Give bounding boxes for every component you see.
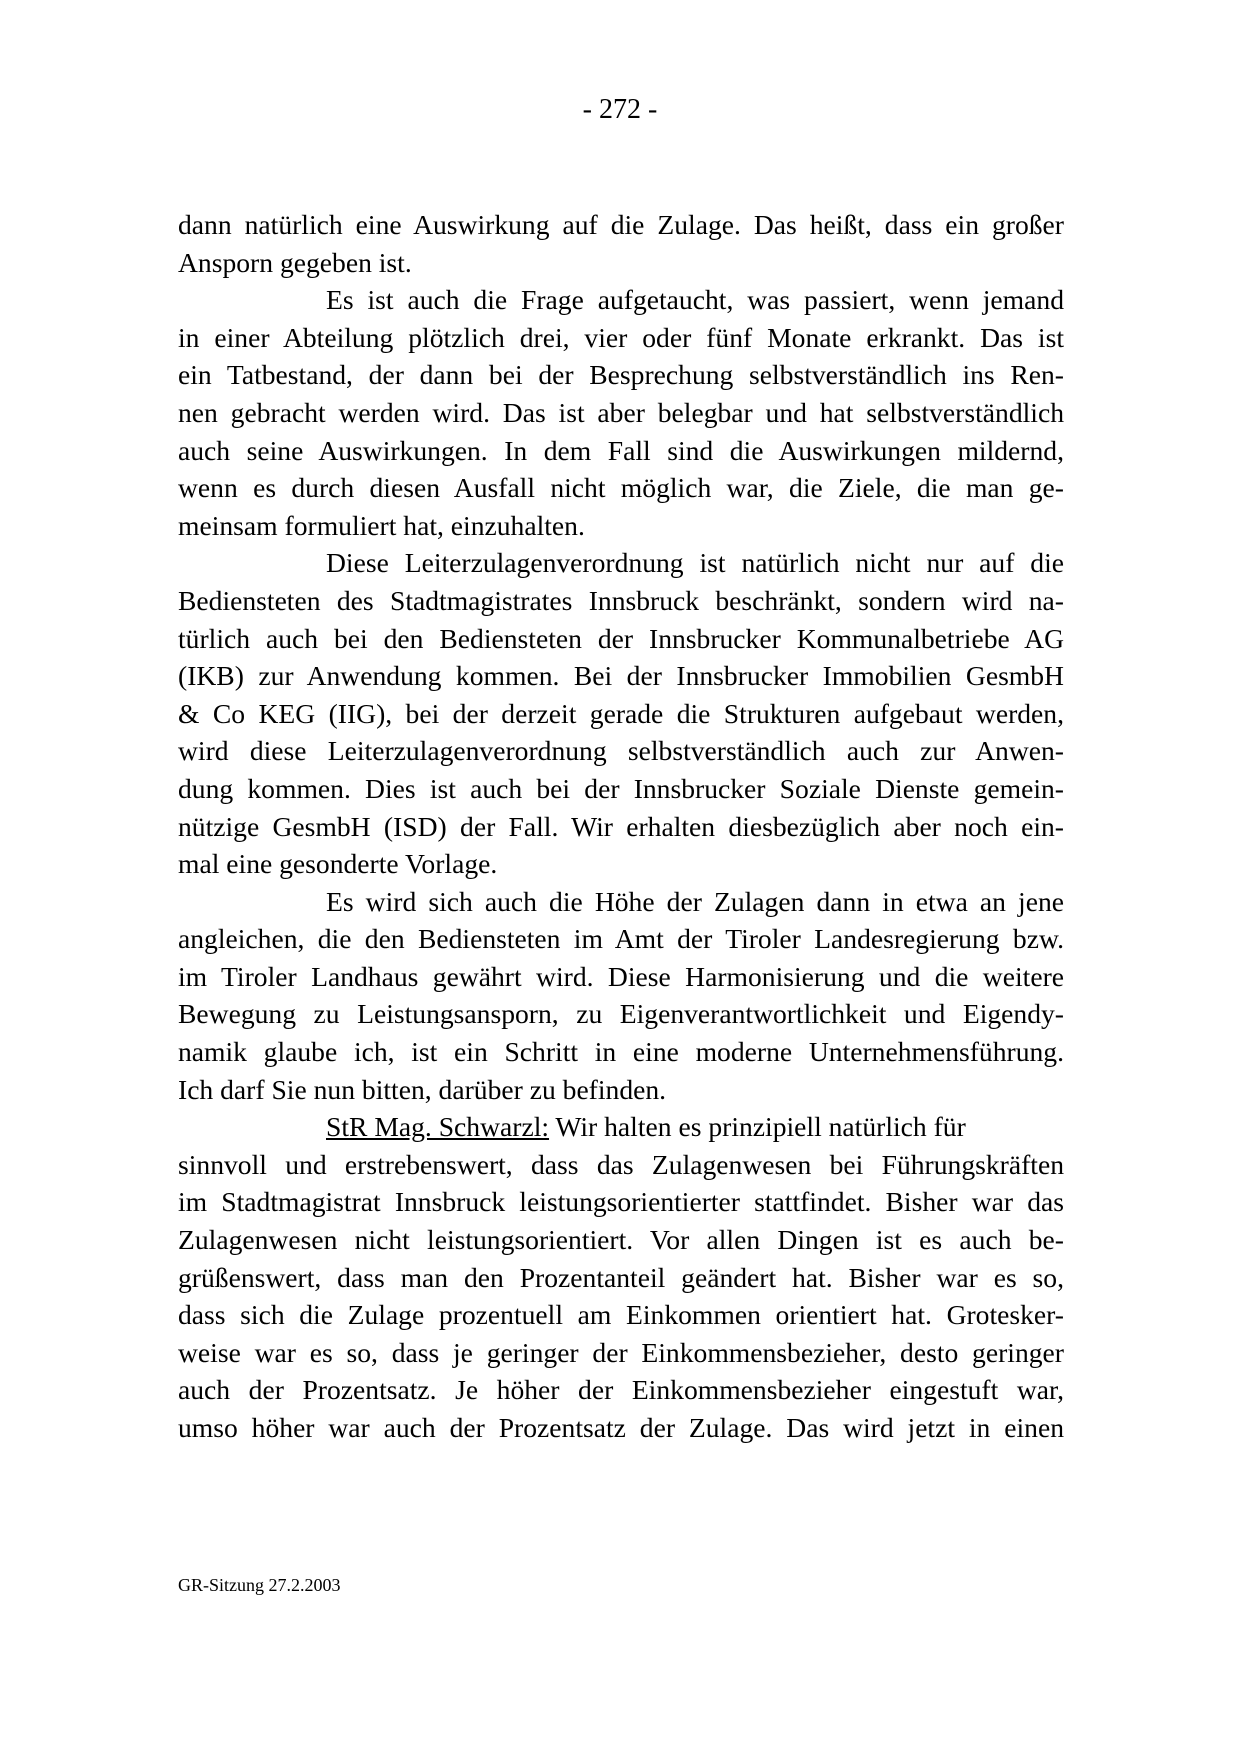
text-line: dann natürlich eine Auswirkung auf die Zulage. Das heißt, dass ein großer [178, 209, 1064, 240]
text-line: Diese Leiterzulagenverordnung ist natürlich nicht nur auf die [326, 547, 1064, 579]
text-line: in einer Abteilung plötzlich drei, vier oder fünf Monate erkrankt. Das ist [178, 321, 1064, 353]
text-line: Ich darf Sie nun bitten, darüber zu befinden. [178, 1073, 667, 1105]
document-body [178, 206, 1064, 1447]
text-line: & Co KEG (IIG), bei der derzeit gerade die Strukturen aufgebaut werden, [178, 697, 1064, 729]
text-line: mal eine gesonderte Vorlage. [178, 848, 498, 880]
text-line: Es wird sich auch die Höhe der Zulagen dann in etwa an jene [326, 885, 1064, 917]
speaker-line [178, 1108, 1064, 1146]
text-line: Bewegung zu Leistungsansporn, zu Eigenverantwortlichkeit und Eigendy- [178, 998, 1064, 1030]
text-line: im Tiroler Landhaus gewährt wird. Diese Harmonisierung und die weitere [178, 960, 1064, 992]
text-line: (IKB) zur Anwendung kommen. Bei der Innsbrucker Immobilien GesmbH [178, 660, 1064, 692]
footer-session-date: GR-Sitzung 27.2.2003 [178, 1575, 341, 1595]
text-line: ein Tatbestand, der dann bei der Besprechung selbstverständlich ins Ren- [178, 359, 1064, 391]
text-line: wird diese Leiterzulagenverordnung selbstverständlich auch zur Anwen- [178, 735, 1064, 767]
text-line: umso höher war auch der Prozentsatz der Zulage. Das wird jetzt in einen [178, 1412, 1064, 1443]
text-line: dass sich die Zulage prozentuell am Einkommen orientiert hat. Grotesker- [178, 1299, 1064, 1331]
text-line: angleichen, die den Bediensteten im Amt der Tiroler Landesregierung bzw. [178, 923, 1064, 955]
speaker-text: Wir halten es prinzipiell natürlich für [549, 1111, 966, 1143]
text-line: Ansporn gegeben ist. [178, 246, 412, 278]
text-line: Zulagenwesen nicht leistungsorientiert. Vor allen Dingen ist es auch be- [178, 1224, 1064, 1256]
text-line: dung kommen. Dies ist auch bei der Innsbrucker Soziale Dienste gemein- [178, 772, 1064, 804]
text-line: weise war es so, dass je geringer der Einkommensbezieher, desto geringer [178, 1336, 1064, 1368]
text-line: nützige GesmbH (ISD) der Fall. Wir erhalten diesbezüglich aber noch ein- [178, 810, 1064, 842]
speaker-name: StR Mag. Schwarzl: [326, 1111, 550, 1143]
text-line: wenn es durch diesen Ausfall nicht möglich war, die Ziele, die man ge- [178, 472, 1064, 504]
text-line: im Stadtmagistrat Innsbruck leistungsorientierter stattfindet. Bisher war das [178, 1186, 1064, 1218]
text-line: Es ist auch die Frage aufgetaucht, was passiert, wenn jemand [326, 284, 1064, 316]
text-line: nen gebracht werden wird. Das ist aber belegbar und hat selbstverständlich [178, 396, 1064, 428]
page-number: - 272 - [582, 94, 658, 125]
text-line: auch seine Auswirkungen. In dem Fall sind die Auswirkungen mildernd, [178, 434, 1064, 466]
text-line: namik glaube ich, ist ein Schritt in eine moderne Unternehmensführung. [178, 1036, 1064, 1068]
text-line: Bediensteten des Stadtmagistrates Innsbruck beschränkt, sondern wird na- [178, 584, 1064, 616]
text-line: auch der Prozentsatz. Je höher der Einkommensbezieher eingestuft war, [178, 1374, 1064, 1406]
text-line: grüßenswert, dass man den Prozentanteil geändert hat. Bisher war es so, [178, 1261, 1064, 1293]
text-line: türlich auch bei den Bediensteten der Innsbrucker Kommunalbetriebe AG [178, 622, 1064, 654]
text-line: sinnvoll und erstrebenswert, dass das Zulagenwesen bei Führungskräften [178, 1148, 1064, 1180]
text-line: meinsam formuliert hat, einzuhalten. [178, 509, 585, 541]
